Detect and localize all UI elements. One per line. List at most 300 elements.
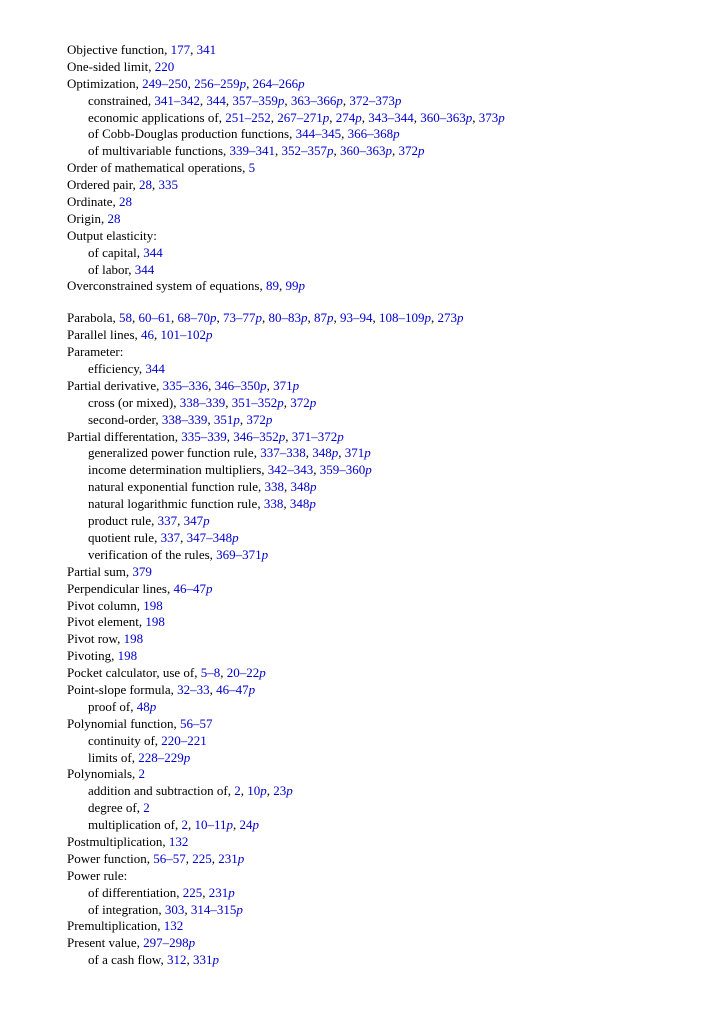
problems-marker: p	[277, 394, 284, 410]
problems-marker: p	[322, 109, 330, 125]
index-entry: Perpendicular lines, 46–47p	[67, 580, 213, 596]
problems-marker: p	[331, 445, 339, 461]
index-entry: Ordinate, 28	[67, 194, 132, 210]
page-number: 10	[247, 783, 261, 799]
page-number: 343–344	[368, 109, 414, 125]
page-number: 297–298	[143, 935, 189, 951]
index-subentry: of a cash flow, 312, 331p	[88, 952, 219, 968]
page-reference-link[interactable]	[247, 783, 267, 798]
index-subentry: of multivariable functions, 339–341, 352–357p, 360–363p, 372p	[88, 143, 425, 159]
page-reference-link[interactable]	[169, 834, 189, 849]
index-entry: Ordered pair, 28, 335	[67, 177, 179, 193]
page-reference-link[interactable]	[379, 310, 431, 325]
index-term: Parabola	[67, 310, 113, 326]
page-reference-link[interactable]	[180, 716, 213, 731]
page-reference-link[interactable]	[399, 143, 425, 158]
page-reference-link[interactable]	[268, 310, 307, 325]
page-reference-link[interactable]	[143, 245, 163, 260]
page-number: 344	[145, 361, 165, 377]
page-reference-link[interactable]	[143, 800, 150, 815]
problems-marker: p	[300, 310, 308, 326]
page-reference-link[interactable]	[214, 412, 240, 427]
page-reference-link[interactable]	[314, 310, 334, 325]
page-number: 20–22	[226, 665, 260, 681]
page-number: 314–315	[190, 901, 237, 917]
page-reference-link[interactable]	[340, 143, 392, 158]
problems-marker: p	[183, 749, 191, 765]
problems-marker: p	[226, 817, 234, 833]
index-term: of a cash flow	[88, 952, 161, 968]
index-subentry: economic applications of, 251–252, 267–271p, 274p, 343–344, 360–363p, 373p	[88, 109, 505, 125]
page-reference-link[interactable]	[349, 93, 401, 108]
page-reference-link[interactable]	[194, 76, 246, 91]
page-reference-link[interactable]	[233, 429, 285, 444]
page-number: 371–372	[291, 428, 338, 444]
page-number: 60–61	[138, 310, 171, 326]
page-reference-link[interactable]	[253, 76, 305, 91]
problems-marker: p	[326, 310, 334, 326]
page-number: 344	[143, 244, 163, 260]
index-subentry: multiplication of, 2, 10–11p, 24p	[88, 817, 260, 833]
page-number: 87	[313, 310, 327, 326]
index-term: Pivot column	[67, 597, 137, 613]
problems-marker: p	[310, 479, 317, 495]
problems-marker: p	[233, 411, 240, 427]
page-number: 58	[118, 310, 132, 326]
page-reference-link[interactable]	[264, 496, 284, 511]
page-number: 344	[206, 92, 226, 108]
problems-marker: p	[260, 783, 267, 799]
page-reference-link[interactable]	[164, 918, 184, 933]
page-reference-link[interactable]	[187, 530, 239, 545]
index-term: second-order	[88, 411, 156, 427]
page-number: 56–57	[180, 715, 213, 731]
page-number: 351–352	[231, 394, 278, 410]
index-entry: Pivot element, 198	[67, 614, 165, 630]
problems-marker: p	[327, 143, 334, 159]
page-number: 10–11	[194, 817, 227, 833]
index-term: degree of	[88, 800, 137, 816]
index-term: income determination multipliers	[88, 462, 262, 478]
page-reference-link[interactable]	[345, 445, 371, 460]
problems-marker: p	[456, 310, 464, 326]
page-reference-link[interactable]	[240, 817, 260, 832]
index-term: product rule	[88, 513, 152, 529]
page-reference-link[interactable]	[124, 631, 144, 646]
page-number: 273	[437, 310, 457, 326]
page-reference-link[interactable]	[420, 110, 472, 125]
page-reference-link[interactable]	[139, 766, 146, 781]
page-number: 24	[239, 817, 253, 833]
index-entry: Present value, 297–298p	[67, 935, 196, 951]
index-term: cross (or mixed)	[88, 394, 174, 410]
page-reference-link[interactable]	[368, 110, 414, 125]
index-entry: Partial derivative, 335–336, 346–350p, 371p	[67, 377, 300, 393]
problems-marker: p	[385, 143, 393, 159]
page-reference-link[interactable]	[118, 648, 138, 663]
page-reference-link[interactable]	[180, 395, 226, 410]
index-term: quotient rule	[88, 529, 155, 545]
index-term: Premultiplication	[67, 918, 158, 934]
page-reference-link[interactable]	[292, 429, 344, 444]
index-entry: Partial differentation, 335–339, 346–352p, 371–372p	[67, 428, 344, 444]
page-reference-link[interactable]	[209, 885, 235, 900]
page-number: 228–229	[138, 749, 184, 765]
page-reference-link[interactable]	[177, 310, 216, 325]
page-reference-link[interactable]	[167, 952, 187, 967]
problems-marker: p	[149, 698, 157, 714]
page-number: 132	[168, 833, 189, 849]
page-reference-link[interactable]	[153, 851, 186, 866]
index-entry: Point-slope formula, 32–33, 46–47p	[67, 681, 256, 697]
page-reference-link[interactable]	[135, 262, 155, 277]
page-reference-link[interactable]	[177, 682, 210, 697]
page-reference-link[interactable]	[132, 564, 152, 579]
index-subentry: degree of, 2	[88, 800, 150, 816]
page-reference-link[interactable]	[266, 278, 279, 293]
index-entry: Pivot column, 198	[67, 597, 163, 613]
page-reference-link[interactable]	[158, 513, 178, 528]
problems-marker: p	[248, 681, 256, 697]
page-number: 5–8	[200, 665, 221, 681]
page-number: 2	[143, 800, 150, 816]
page-number: 379	[132, 563, 152, 579]
index-term: of Cobb-Douglas production functions	[88, 126, 290, 142]
page-reference-link[interactable]	[290, 395, 316, 410]
index-term: natural logarithmic function rule	[88, 496, 258, 512]
page-number: 357–359	[232, 92, 278, 108]
page-reference-link[interactable]	[273, 783, 293, 798]
page-reference-link[interactable]	[273, 378, 299, 393]
page-reference-link[interactable]	[119, 310, 132, 325]
index-term: limits of	[88, 749, 132, 765]
page-number: 372–373	[349, 92, 395, 108]
index-term: Polynomial function	[67, 715, 174, 731]
page-reference-link[interactable]	[348, 126, 400, 141]
page-reference-link[interactable]	[265, 479, 285, 494]
page-number: 371	[344, 445, 365, 461]
page-number: 220–221	[161, 732, 207, 748]
page-reference-link[interactable]	[290, 496, 316, 511]
index-term: constrained	[88, 92, 148, 108]
page-number: 347	[183, 513, 204, 529]
index-entry: Postmultiplication, 132	[67, 833, 189, 849]
index-term: Pivot row	[67, 631, 118, 647]
index-term: multiplication of	[88, 817, 176, 833]
page-number: 28	[139, 177, 153, 193]
page-number: 231	[218, 850, 238, 866]
index-entry	[67, 868, 707, 885]
index-term: Ordinate	[67, 194, 113, 210]
page-number: 335	[158, 177, 179, 193]
page-number: 132	[163, 918, 184, 934]
page-reference-link[interactable]	[182, 817, 189, 832]
index-term: Power function	[67, 850, 147, 866]
problems-marker: p	[206, 580, 213, 596]
page-number: 48	[136, 698, 150, 714]
index-subentry: natural logarithmic function rule, 338, 348p	[88, 496, 316, 512]
page-reference-link[interactable]	[246, 412, 272, 427]
page-reference-link[interactable]	[174, 581, 213, 596]
page-reference-link[interactable]	[206, 93, 226, 108]
page-number: 2	[234, 783, 241, 799]
page-number: 346–350	[214, 377, 261, 393]
index-term: of multivariable functions	[88, 143, 224, 159]
page-number: 231	[208, 884, 229, 900]
page-reference-link[interactable]	[260, 445, 306, 460]
page-reference-link[interactable]	[201, 665, 221, 680]
page-reference-link[interactable]	[191, 902, 243, 917]
problems-marker: p	[188, 935, 196, 951]
index-term: verification of the rules	[88, 546, 210, 562]
index-subentry: proof of, 48p	[88, 698, 157, 714]
problems-marker: p	[260, 377, 267, 393]
page-reference-link[interactable]	[165, 902, 185, 917]
page-reference-link[interactable]	[437, 310, 463, 325]
page-number: 363–366	[290, 92, 337, 108]
page-reference-link[interactable]	[312, 445, 338, 460]
index-term: of differentiation	[88, 884, 177, 900]
index-term: Overconstrained system of equations	[67, 278, 260, 294]
page-number: 351	[213, 411, 234, 427]
problems-marker: p	[337, 428, 344, 444]
index-term: Polynomials	[67, 766, 133, 782]
problems-marker: p	[394, 92, 402, 108]
problems-marker: p	[298, 278, 305, 294]
page-number: 352–357	[281, 143, 328, 159]
page-number: 108–109	[378, 310, 425, 326]
page-number: 372	[246, 411, 266, 427]
page-number: 89	[265, 278, 279, 294]
page-number: 366–368	[347, 126, 394, 142]
page-number: 198	[117, 648, 138, 664]
page-reference-link[interactable]	[232, 395, 284, 410]
page-reference-link[interactable]	[249, 160, 256, 175]
index-subentry: of integration, 303, 314–315p	[88, 901, 243, 917]
index-term: Present value	[67, 935, 137, 951]
page-reference-link[interactable]	[138, 310, 171, 325]
problems-marker: p	[259, 665, 266, 681]
index-term: Pivoting	[67, 648, 112, 664]
page-reference-link[interactable]	[277, 110, 329, 125]
page-number: 341	[196, 42, 217, 57]
page-reference-link[interactable]	[143, 598, 163, 613]
index-subentry: income determination multipliers, 342–343, 359–360p	[88, 462, 372, 478]
page-reference-link[interactable]	[161, 733, 207, 748]
page-reference-link[interactable]	[141, 327, 154, 342]
page-reference-link[interactable]	[340, 310, 373, 325]
index-entry: Overconstrained system of equations, 89, 99p	[67, 278, 305, 294]
page-number: 99	[285, 278, 299, 294]
index-subentry: of Cobb-Douglas production functions, 344–345, 366–368p	[88, 126, 400, 142]
page-reference-link[interactable]	[138, 750, 190, 765]
page-reference-link[interactable]	[161, 530, 181, 545]
problems-marker: p	[465, 109, 473, 125]
index-subentry: second-order, 338–339, 351p, 372p	[88, 411, 273, 427]
problems-marker: p	[278, 428, 286, 444]
page-reference-link[interactable]	[143, 935, 195, 950]
page-reference-link[interactable]	[479, 110, 505, 125]
page-reference-link[interactable]	[163, 378, 209, 393]
index-subentry: product rule, 337, 347p	[88, 513, 210, 529]
problems-marker: p	[203, 513, 210, 529]
page-number: 360–363	[420, 109, 466, 125]
page-reference-link[interactable]	[193, 952, 219, 967]
index-entry: Polynomials, 2	[67, 766, 146, 782]
page-reference-link[interactable]	[282, 143, 334, 158]
index-term: One-sided limit	[67, 58, 149, 74]
index-term: Output elasticity:	[67, 227, 157, 243]
index-term: of labor	[88, 261, 129, 277]
problems-marker: p	[209, 310, 217, 326]
problems-marker: p	[292, 377, 300, 393]
problems-marker: p	[261, 546, 269, 562]
problems-marker: p	[228, 884, 235, 900]
problems-marker: p	[336, 92, 343, 108]
problems-marker: p	[393, 126, 400, 142]
page-reference-link[interactable]	[218, 851, 244, 866]
page-number: 46–47	[173, 580, 206, 596]
index-subentry: continuity of, 220–221	[88, 732, 207, 748]
page-reference-link[interactable]	[139, 177, 152, 192]
page-number: 348	[312, 445, 332, 461]
problems-marker: p	[252, 817, 260, 833]
page-number: 337	[157, 513, 178, 529]
index-entry: Optimization, 249–250, 256–259p, 264–266p	[67, 75, 305, 91]
problems-marker: p	[237, 850, 245, 866]
index-subentry: natural exponential function rule, 338, 348p	[88, 479, 317, 495]
problems-marker: p	[309, 496, 316, 512]
page-number: 28	[118, 194, 132, 210]
index-term: Objective function	[67, 42, 165, 57]
page-reference-link[interactable]	[107, 211, 120, 226]
page-reference-link[interactable]	[223, 310, 262, 325]
page-number: 46	[141, 327, 155, 343]
page-number: 346–352	[233, 428, 279, 444]
page-reference-link[interactable]	[183, 885, 203, 900]
page-reference-link[interactable]	[232, 93, 284, 108]
page-reference-link[interactable]	[195, 817, 234, 832]
index-entry: Objective function, 177, 341	[67, 42, 217, 57]
page-number: 177	[170, 42, 191, 57]
page-reference-link[interactable]	[291, 479, 317, 494]
page-number: 101–102	[160, 327, 207, 343]
index-term: proof of	[88, 698, 131, 714]
page-reference-link[interactable]	[285, 278, 305, 293]
page-reference-link[interactable]	[215, 378, 267, 393]
problems-marker: p	[498, 109, 505, 125]
page-reference-link[interactable]	[145, 361, 165, 376]
page-reference-link[interactable]	[119, 194, 132, 209]
page-reference-link[interactable]	[145, 614, 165, 629]
page-number: 2	[181, 817, 189, 833]
page-reference-link[interactable]	[192, 851, 212, 866]
index-entry: Origin, 28	[67, 210, 121, 226]
page-number: 46–47	[216, 681, 249, 697]
page-reference-link[interactable]	[155, 59, 175, 74]
page-number: 274	[335, 109, 356, 125]
index-entry: Parabola, 58, 60–61, 68–70p, 73–77p, 80–83p, 87p, 93–94, 108–109p, 273p	[67, 310, 464, 326]
index-list	[67, 42, 707, 969]
page-reference-link[interactable]	[142, 76, 188, 91]
page-reference-link[interactable]	[154, 93, 200, 108]
index-entry	[67, 344, 707, 361]
page-reference-link[interactable]	[216, 682, 255, 697]
index-term: Parallel lines	[67, 327, 135, 343]
page-number: 335–336	[162, 377, 209, 393]
page-number: 360–363	[340, 143, 386, 159]
page-number: 339–341	[229, 143, 276, 159]
page-number: 303	[164, 901, 185, 917]
page-reference-link[interactable]	[291, 93, 343, 108]
page-reference-link[interactable]	[197, 42, 217, 57]
page-reference-link[interactable]	[161, 327, 213, 342]
page-reference-link[interactable]	[234, 783, 241, 798]
page-number: 2	[138, 766, 146, 782]
page-reference-link[interactable]	[171, 42, 191, 57]
page-number: 337	[160, 529, 181, 545]
index-term: efficiency	[88, 361, 139, 377]
page-reference-link[interactable]	[216, 547, 268, 562]
index-term: natural exponential function rule	[88, 479, 259, 495]
page-reference-link[interactable]	[320, 462, 372, 477]
page-reference-link[interactable]	[225, 110, 271, 125]
index-subentry: of capital, 344	[88, 244, 163, 260]
page-reference-link[interactable]	[230, 143, 276, 158]
index-term: Order of mathematical operations	[67, 160, 243, 176]
problems-marker: p	[309, 394, 317, 410]
problems-marker: p	[355, 109, 362, 125]
page-number: 93–94	[339, 310, 373, 326]
page-number: 371	[273, 377, 293, 393]
index-subentry: limits of, 228–229p	[88, 749, 191, 765]
page-number: 264–266	[252, 75, 299, 91]
page-reference-link[interactable]	[162, 412, 208, 427]
index-term: economic applications of	[88, 109, 219, 125]
page-reference-link[interactable]	[227, 665, 266, 680]
index-subentry: quotient rule, 337, 347–348p	[88, 529, 239, 545]
page-reference-link[interactable]	[159, 177, 179, 192]
index-term: Origin	[67, 210, 101, 226]
page-number: 348	[290, 479, 311, 495]
problems-marker: p	[298, 75, 305, 91]
index-subentry: generalized power function rule, 337–338, 348p, 371p	[88, 445, 371, 461]
page-number: 267–271	[277, 109, 323, 125]
page-reference-link[interactable]	[184, 513, 210, 528]
index-subentry: cross (or mixed), 338–339, 351–352p, 372p	[88, 394, 317, 410]
page-reference-link[interactable]	[336, 110, 362, 125]
index-entry: Order of mathematical operations, 5	[67, 160, 256, 176]
page-number: 338	[264, 479, 285, 495]
page-number: 198	[143, 597, 163, 613]
index-term: of integration	[88, 901, 159, 917]
page-number: 344	[134, 261, 155, 277]
page-number: 23	[273, 783, 287, 799]
problems-marker: p	[265, 411, 273, 427]
index-term: Partial derivative	[67, 377, 157, 393]
page-number: 225	[192, 850, 212, 866]
problems-marker: p	[255, 310, 262, 326]
problems-marker: p	[286, 783, 293, 799]
page-reference-link[interactable]	[137, 699, 157, 714]
page-reference-link[interactable]	[181, 429, 227, 444]
page-reference-link[interactable]	[268, 462, 314, 477]
problems-marker: p	[277, 92, 285, 108]
page-number: 348	[289, 496, 310, 512]
index-term: Partial differentation	[67, 428, 175, 444]
page-number: 198	[145, 614, 165, 630]
page-reference-link[interactable]	[296, 126, 342, 141]
